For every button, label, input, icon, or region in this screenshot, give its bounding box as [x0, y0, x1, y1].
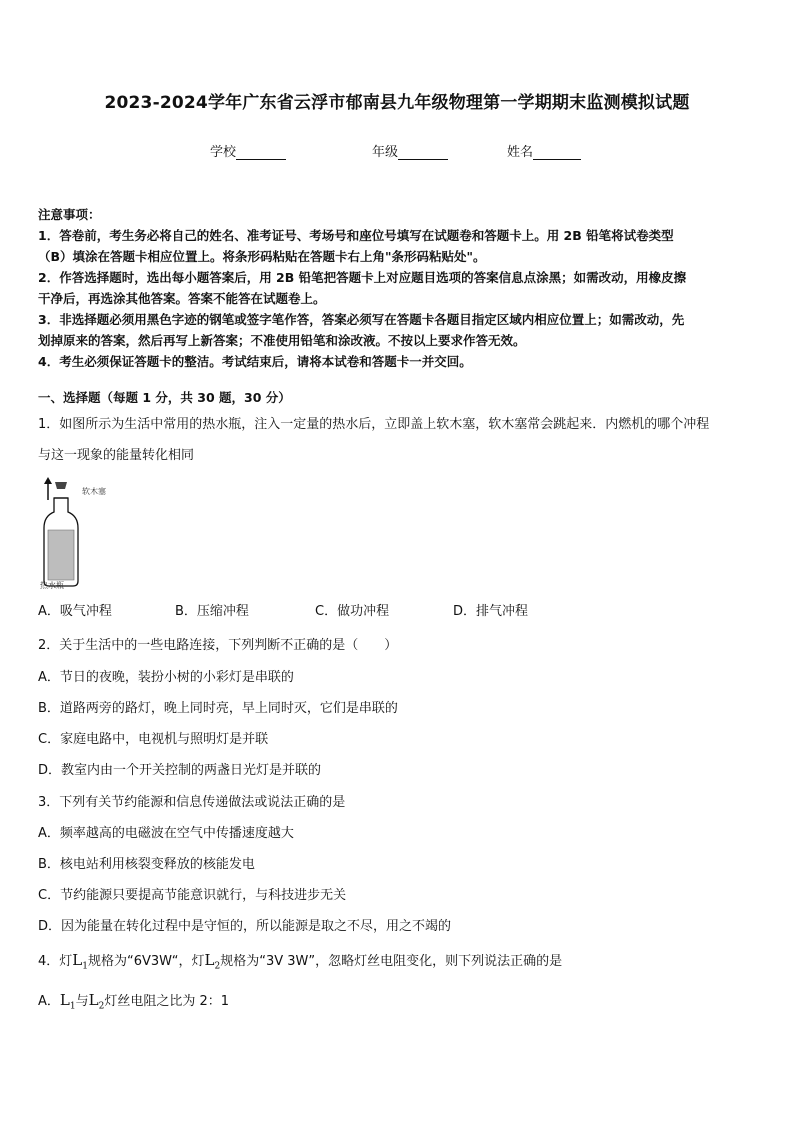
notice-line: （B）填涂在答题卡相应位置上。将条形码粘贴在答题卡右上角"条形码粘贴处"。 — [38, 249, 486, 264]
question-4-stem — [38, 950, 562, 972]
lamp-symbol: L — [72, 951, 83, 969]
question-3-option-a: A．频率越高的电磁波在空气中传播速度越大 — [38, 826, 294, 841]
lamp-subscript: 2 — [214, 961, 221, 972]
school-field — [210, 141, 286, 160]
name-blank — [533, 145, 581, 160]
question-1-line: 1．如图所示为生活中常用的热水瓶，注入一定量的热水后，立即盖上软木塞，软木塞常会跳起来．内燃机的哪个冲程 — [38, 417, 710, 432]
question-3-option-c: C．节约能源只要提高节能意识就行，与科技进步无关 — [38, 888, 347, 903]
grade-blank — [398, 145, 448, 160]
question-1-option-b: B．压缩冲程 — [175, 604, 249, 619]
name-label: 姓名 — [507, 145, 534, 160]
section-heading: 一、选择题（每题 1 分，共 30 题，30 分） — [38, 390, 291, 405]
cork-label: 软木塞 — [82, 487, 106, 496]
notice-heading: 注意事项： — [38, 207, 101, 222]
grade-label: 年级 — [372, 145, 399, 160]
question-4-text: 规格为“3V 3W”，忽略灯丝电阻变化，则下列说法正确的是 — [220, 954, 563, 969]
question-1-line: 与这一现象的能量转化相同 — [38, 448, 195, 463]
question-1 — [38, 409, 760, 471]
grade-field — [372, 141, 448, 160]
notice-line: 1．答卷前，考生务必将自己的姓名、准考证号、考场号和座位号填写在试题卷和答题卡上。用 2B 铅笔将试卷类型 — [38, 228, 674, 243]
lamp-symbol: L — [204, 951, 215, 969]
question-3-stem: 3．下列有关节约能源和信息传递做法或说法正确的是 — [38, 795, 346, 810]
exam-title: 2023-2024学年广东省云浮市郁南县九年级物理第一学期期末监测模拟试题 — [104, 93, 690, 113]
name-field — [507, 141, 581, 160]
question-2-option-a: A．节日的夜晚，装扮小树的小彩灯是串联的 — [38, 670, 294, 685]
option-text: 与 — [75, 994, 89, 1009]
lamp-subscript: 1 — [69, 1001, 76, 1012]
lamp-subscript: 1 — [82, 961, 88, 972]
lamp-subscript: 2 — [98, 1001, 105, 1012]
notice-line: 划掉原来的答案，然后再写上新答案；不准使用铅笔和涂改液。不按以上要求作答无效。 — [38, 333, 526, 348]
question-4-number: 4．灯 — [38, 954, 73, 969]
question-1-option-a: A．吸气冲程 — [38, 604, 112, 619]
lamp-symbol: L — [88, 991, 99, 1009]
school-label: 学校 — [210, 145, 237, 160]
question-1-option-c: C．做功冲程 — [315, 604, 390, 619]
question-2-option-c: C．家庭电路中，电视机与照明灯是并联 — [38, 732, 269, 747]
question-3-option-d: D．因为能量在转化过程中是守恒的，所以能源是取之不尽，用之不竭的 — [38, 919, 452, 934]
lamp-symbol: L — [59, 991, 70, 1009]
notice-block — [38, 204, 758, 372]
notice-line: 3．非选择题必须用黑色字迹的钢笔或签字笔作答，答案必须写在答题卡各题目指定区域内相应位置上；如需改动，先 — [38, 312, 685, 327]
notice-line: 干净后，再选涂其他答案。答案不能答在试题卷上。 — [38, 291, 326, 306]
question-2-option-b: B．道路两旁的路灯，晚上同时亮，早上同时灭，它们是串联的 — [38, 701, 398, 716]
question-4-option-a — [38, 990, 229, 1012]
notice-line: 2．作答选择题时，选出每小题答案后，用 2B 铅笔把答题卡上对应题目选项的答案信息点涂黑；如需改动，用橡皮擦 — [38, 270, 687, 285]
question-4-text: 规格为“6V3W“，灯 — [87, 954, 205, 969]
option-text: 灯丝电阻之比为 2：1 — [104, 994, 230, 1009]
question-3-option-b: B．核电站利用核裂变释放的核能发电 — [38, 857, 255, 872]
question-1-option-d: D．排气冲程 — [453, 604, 529, 619]
bottle-label: 热水瓶 — [40, 581, 64, 590]
question-2-option-d: D．教室内由一个开关控制的两盏日光灯是并联的 — [38, 763, 322, 778]
question-2-stem: 2．关于生活中的一些电路连接，下列判断不正确的是（ ） — [38, 638, 398, 653]
notice-line: 4．考生必须保证答题卡的整洁。考试结束后，请将本试卷和答题卡一并交回。 — [38, 354, 472, 369]
school-blank — [236, 145, 286, 160]
thermos-figure — [38, 476, 138, 594]
option-prefix: A． — [38, 994, 60, 1009]
